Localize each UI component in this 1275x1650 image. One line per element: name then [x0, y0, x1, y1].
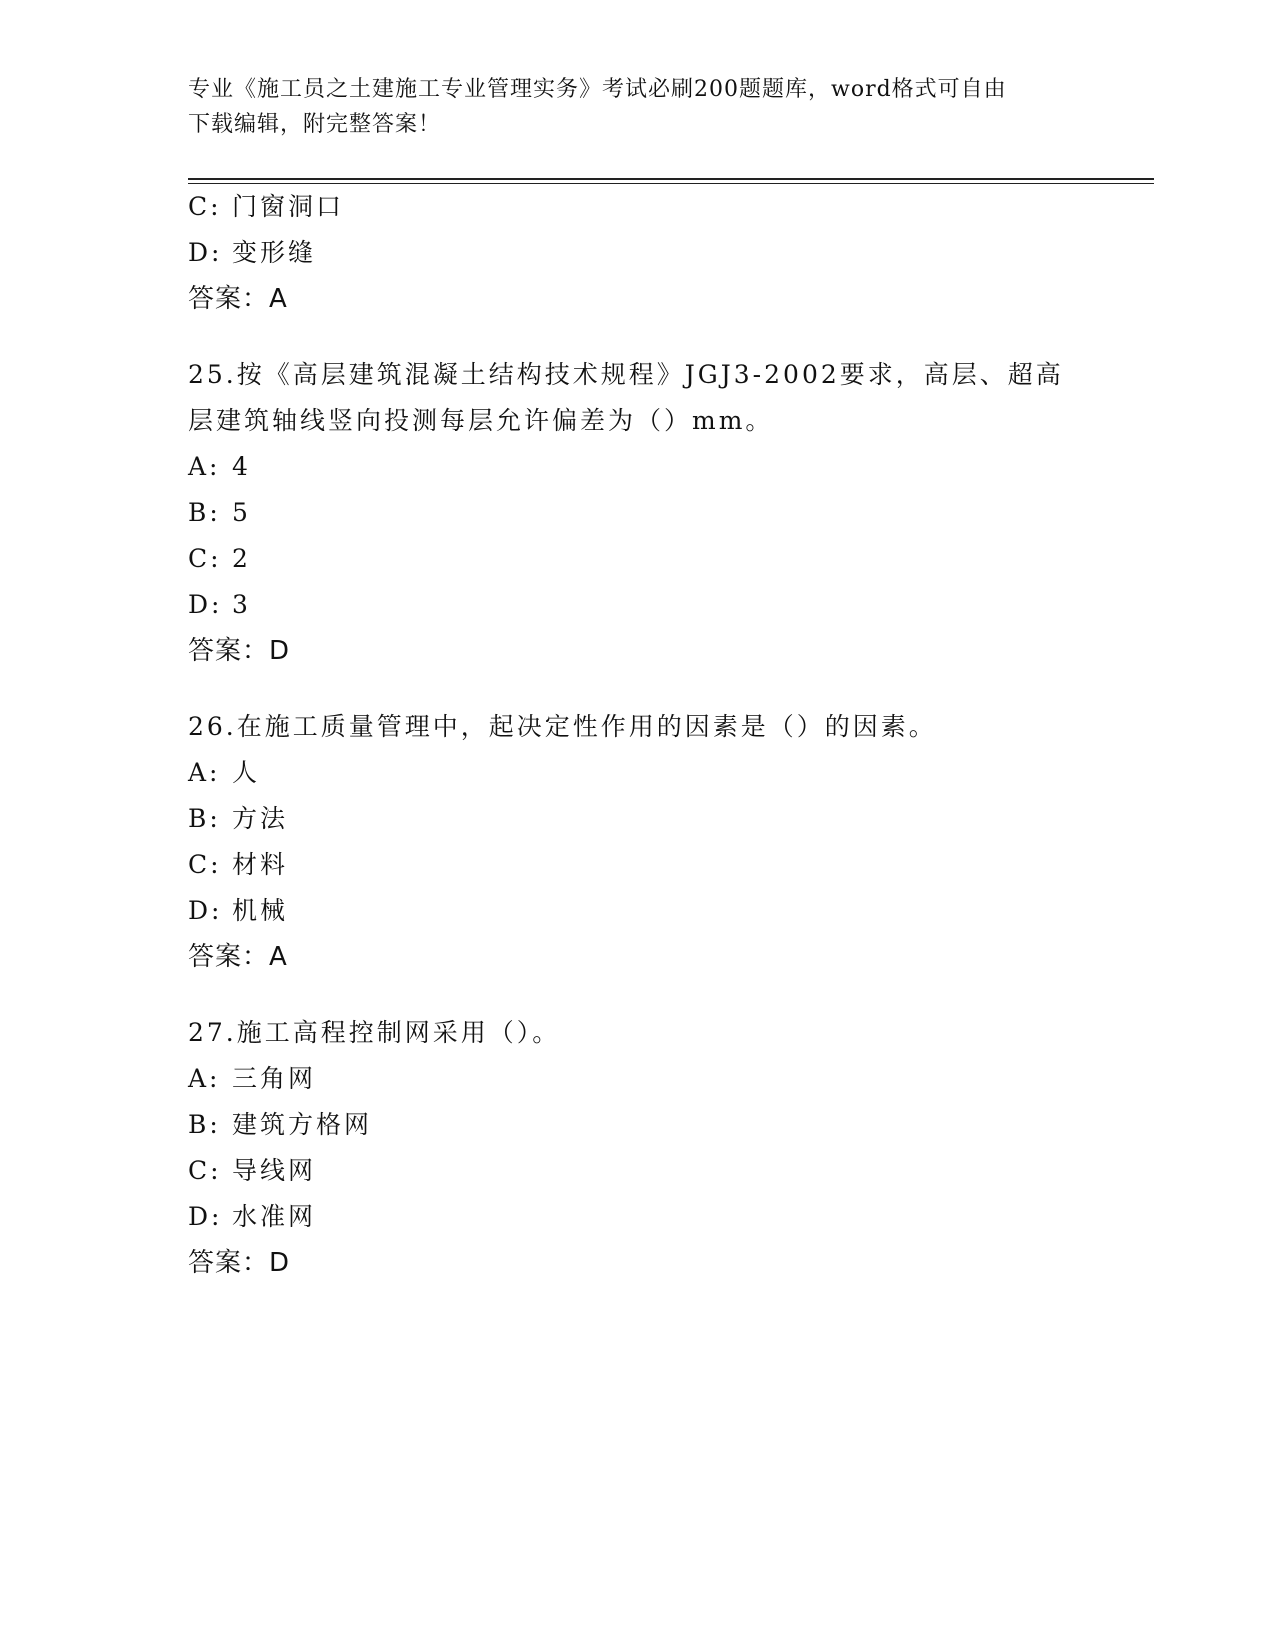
header-line-2: 下载编辑，附完整答案！: [188, 112, 442, 137]
question-27: [188, 1018, 1088, 1278]
question-25: [188, 360, 1088, 666]
option-a: A: 4: [188, 452, 251, 481]
answer-line: 答案：D: [188, 636, 291, 666]
answer-line: 答案：A: [188, 284, 288, 314]
option-b: B: 5: [188, 498, 251, 527]
option-d: D: 变形缝: [188, 238, 317, 267]
answer-line: 答案：A: [188, 942, 288, 972]
option-c: C: 2: [188, 544, 251, 573]
header-line-1: 专业《施工员之土建施工专业管理实务》考试必刷200题题库，word格式可自由: [188, 77, 1007, 102]
answer-line: 答案：D: [188, 1248, 291, 1278]
question-stem-line: 层建筑轴线竖向投测每层允许偏差为（）mm。: [188, 406, 774, 435]
option-c: C: 材料: [188, 850, 289, 879]
header-divider: [188, 178, 1154, 184]
option-b: B: 方法: [188, 804, 289, 833]
option-b: B: 建筑方格网: [188, 1110, 373, 1139]
question-24-tail: [188, 192, 1088, 314]
question-list: [188, 192, 1088, 1294]
page-header: [188, 72, 1068, 142]
option-d: D: 水准网: [188, 1202, 317, 1231]
option-d: D: 3: [188, 590, 251, 619]
option-a: A: 三角网: [188, 1064, 317, 1093]
option-c: C: 门窗洞口: [188, 192, 345, 221]
option-a: A: 人: [188, 758, 261, 787]
question-stem-line: 25.按《高层建筑混凝土结构技术规程》JGJ3-2002要求，高层、超高: [188, 360, 1064, 389]
question-stem-line: 26.在施工质量管理中，起决定性作用的因素是（）的因素。: [188, 712, 937, 741]
option-d: D: 机械: [188, 896, 289, 925]
option-c: C: 导线网: [188, 1156, 317, 1185]
question-26: [188, 712, 1088, 972]
question-stem-line: 27.施工高程控制网采用（）。: [188, 1018, 561, 1047]
